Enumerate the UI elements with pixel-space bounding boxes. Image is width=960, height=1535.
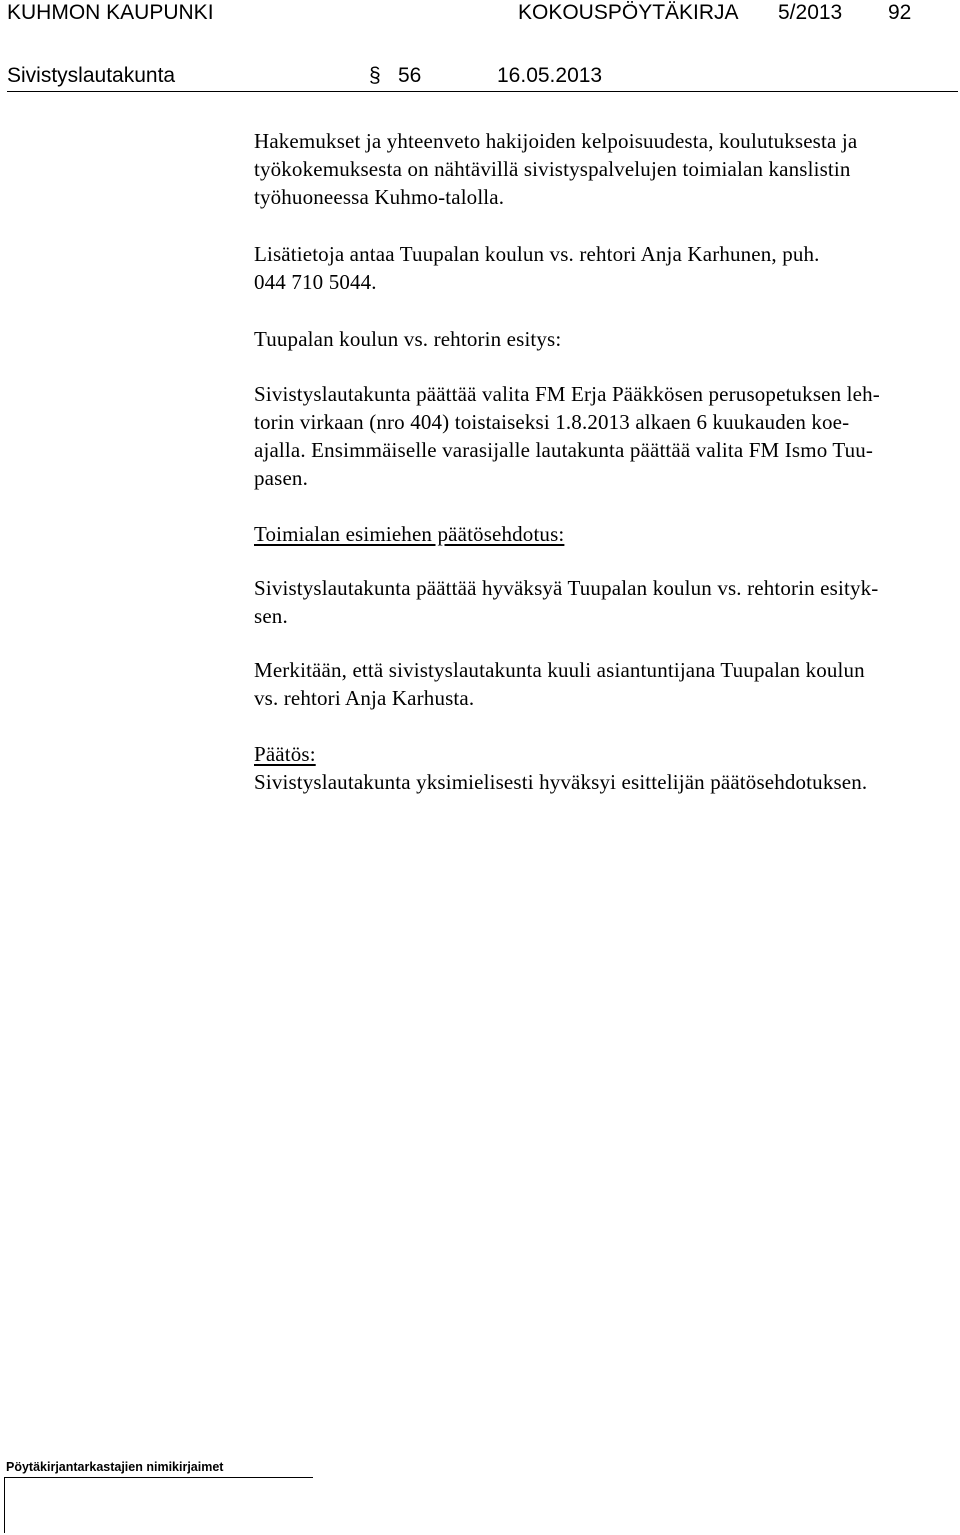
heading-text: Tuupalan koulun vs. rehtorin esitys: (254, 327, 562, 351)
text-line: Merkitään, että sivistyslautakunta kuuli asiantuntijana Tuupalan koulun (254, 658, 865, 682)
document-type: KOKOUSPÖYTÄKIRJA (518, 1, 739, 24)
meeting-date: 16.05.2013 (497, 64, 603, 87)
section-sign: § (369, 64, 381, 87)
text-line: vs. rehtori Anja Karhusta. (254, 686, 475, 710)
text-line: Sivistyslautakunta päättää hyväksyä Tuupalan koulun vs. rehtorin esityk- (254, 576, 879, 600)
paragraph-proposal (254, 380, 954, 492)
text-line: Sivistyslautakunta päättää valita FM Erja Pääkkösen perusopetuksen leh- (254, 382, 880, 406)
text-line: ajalla. Ensimmäiselle varasijalle lautakunta päättää valita FM Ismo Tuu- (254, 438, 874, 462)
text-line: työhuoneessa Kuhmo-talolla. (254, 185, 505, 209)
section-number: 56 (398, 64, 422, 87)
text-line: Hakemukset ja yhteenveto hakijoiden kelpoisuudesta, koulutuksesta ja (254, 129, 858, 153)
text-line: sen. (254, 604, 288, 628)
paragraph-contact-info (254, 240, 954, 296)
decision-block (254, 740, 954, 796)
signature-box-left-rule (4, 1477, 5, 1533)
text-line: torin virkaan (nro 404) toistaiseksi 1.8.2013 alkaen 6 kuukauden koe- (254, 410, 850, 434)
issue-number: 5/2013 (778, 1, 843, 24)
header-divider (7, 91, 958, 92)
text-line: Lisätietoja antaa Tuupalan koulun vs. rehtori Anja Karhunen, puh. (254, 242, 820, 266)
paragraph-head-proposal (254, 574, 954, 630)
head-proposal-heading (254, 520, 954, 548)
board-name: Sivistyslautakunta (7, 64, 176, 87)
text-line: 044 710 5044. (254, 270, 377, 294)
text-line: työkokemuksesta on nähtävillä sivistyspalvelujen toimialan kanslistin (254, 157, 851, 181)
decision-heading: Päätös: (254, 742, 316, 766)
page-number: 92 (888, 1, 912, 24)
text-line: pasen. (254, 466, 308, 490)
paragraph-note (254, 656, 954, 712)
paragraph-applications (254, 127, 954, 211)
signature-box-top-rule (4, 1477, 313, 1478)
decision-text: Sivistyslautakunta yksimielisesti hyväksyi esittelijän päätösehdotuksen. (254, 770, 868, 794)
principal-proposal-heading (254, 325, 954, 353)
heading-text: Toimialan esimiehen päätösehdotus: (254, 522, 565, 546)
signatures-label: Pöytäkirjantarkastajien nimikirjaimet (6, 1460, 224, 1474)
municipality-name: KUHMON KAUPUNKI (7, 1, 214, 24)
